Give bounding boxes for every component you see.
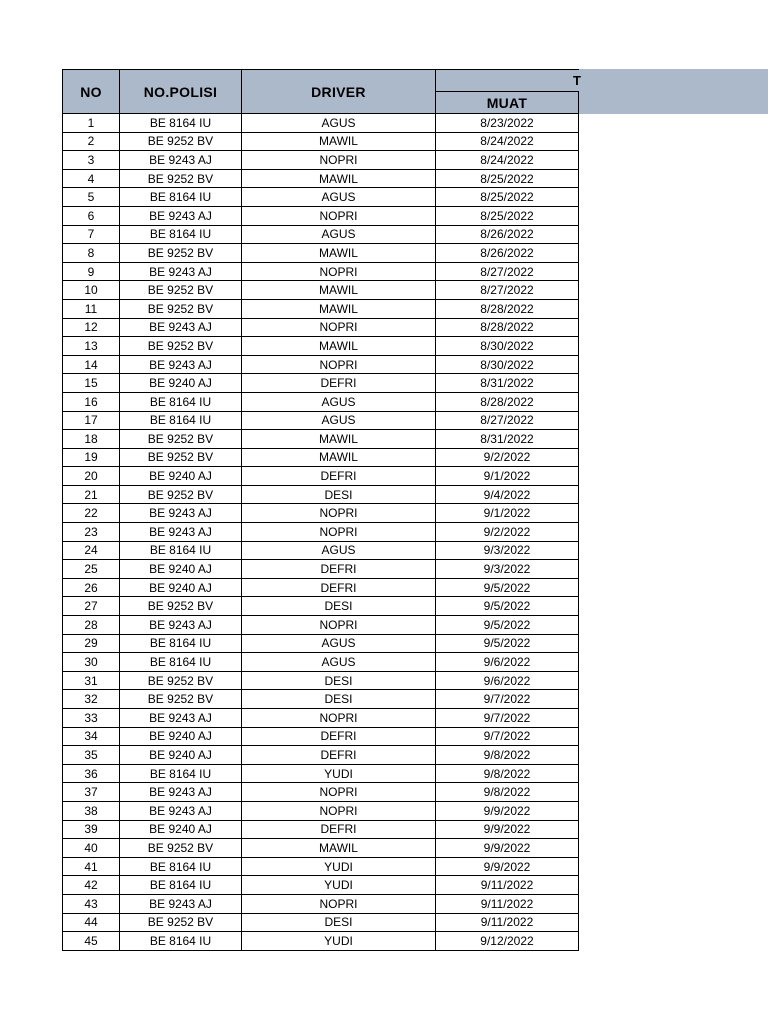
cell-driver: AGUS [242, 412, 436, 431]
cell-no-polisi: BE 8164 IU [120, 876, 242, 895]
cell-no: 16 [62, 393, 120, 412]
cell-no-polisi: BE 9240 AJ [120, 374, 242, 393]
cell-no-polisi: BE 8164 IU [120, 542, 242, 561]
cell-no: 27 [62, 597, 120, 616]
cell-driver: DESI [242, 672, 436, 691]
cell-no: 28 [62, 616, 120, 635]
cell-muat: 9/5/2022 [436, 579, 579, 598]
cell-no-polisi: BE 9252 BV [120, 133, 242, 152]
header-no-polisi: NO.POLISI [119, 69, 242, 114]
table-row [62, 207, 579, 226]
cell-muat: 8/25/2022 [436, 170, 579, 189]
cell-driver: NOPRI [242, 319, 436, 338]
cell-muat: 8/30/2022 [436, 337, 579, 356]
cell-no-polisi: BE 9252 BV [120, 281, 242, 300]
cell-no: 5 [62, 188, 120, 207]
table-row [62, 467, 579, 486]
cell-driver: AGUS [242, 635, 436, 654]
cell-muat: 8/27/2022 [436, 281, 579, 300]
cell-driver: NOPRI [242, 783, 436, 802]
cell-driver: MAWIL [242, 449, 436, 468]
cell-driver: NOPRI [242, 263, 436, 282]
cell-no-polisi: BE 8164 IU [120, 858, 242, 877]
cell-no-polisi: BE 9243 AJ [120, 356, 242, 375]
cell-no-polisi: BE 9252 BV [120, 486, 242, 505]
cell-no: 26 [62, 579, 120, 598]
cell-no-polisi: BE 9243 AJ [120, 783, 242, 802]
cell-no-polisi: BE 8164 IU [120, 635, 242, 654]
cell-no-polisi: BE 8164 IU [120, 226, 242, 245]
cell-no: 1 [62, 114, 120, 133]
cell-muat: 8/28/2022 [436, 300, 579, 319]
header-group-top [435, 69, 579, 92]
cell-no-polisi: BE 9252 BV [120, 839, 242, 858]
table-row [62, 690, 579, 709]
cell-no: 13 [62, 337, 120, 356]
cell-driver: YUDI [242, 876, 436, 895]
cell-muat: 9/9/2022 [436, 858, 579, 877]
table-row [62, 616, 579, 635]
cell-driver: YUDI [242, 765, 436, 784]
cell-no: 11 [62, 300, 120, 319]
cell-no-polisi: BE 8164 IU [120, 412, 242, 431]
cell-driver: YUDI [242, 858, 436, 877]
cell-muat: 9/11/2022 [436, 914, 579, 933]
cell-no: 2 [62, 133, 120, 152]
cell-driver: AGUS [242, 188, 436, 207]
cell-muat: 9/1/2022 [436, 467, 579, 486]
cell-no: 23 [62, 523, 120, 542]
cell-driver: DESI [242, 914, 436, 933]
cell-driver: NOPRI [242, 151, 436, 170]
header-muat: MUAT [435, 91, 579, 114]
cell-no: 18 [62, 430, 120, 449]
cell-muat: 8/25/2022 [436, 188, 579, 207]
cell-driver: DEFRI [242, 821, 436, 840]
cell-no: 3 [62, 151, 120, 170]
cell-driver: AGUS [242, 226, 436, 245]
cell-driver: DEFRI [242, 728, 436, 747]
cell-no-polisi: BE 8164 IU [120, 393, 242, 412]
cell-no: 32 [62, 690, 120, 709]
table-row [62, 263, 579, 282]
header-driver: DRIVER [241, 69, 436, 114]
cell-no: 39 [62, 821, 120, 840]
cell-no: 19 [62, 449, 120, 468]
table-row [62, 430, 579, 449]
cell-no: 30 [62, 653, 120, 672]
cell-muat: 8/25/2022 [436, 207, 579, 226]
table-row [62, 597, 579, 616]
table-row [62, 542, 579, 561]
cell-no-polisi: BE 9252 BV [120, 672, 242, 691]
table-row [62, 114, 579, 133]
table-row [62, 635, 579, 654]
cell-driver: YUDI [242, 932, 436, 951]
cell-driver: MAWIL [242, 839, 436, 858]
cell-no-polisi: BE 9240 AJ [120, 746, 242, 765]
cell-muat: 8/31/2022 [436, 374, 579, 393]
cell-muat: 9/8/2022 [436, 746, 579, 765]
cell-driver: AGUS [242, 653, 436, 672]
cell-muat: 9/5/2022 [436, 616, 579, 635]
table-row [62, 170, 579, 189]
cell-muat: 9/8/2022 [436, 765, 579, 784]
table-row [62, 932, 579, 951]
table-row [62, 895, 579, 914]
table-row [62, 281, 579, 300]
cell-muat: 9/5/2022 [436, 635, 579, 654]
cell-no: 42 [62, 876, 120, 895]
cell-driver: AGUS [242, 393, 436, 412]
table-row [62, 765, 579, 784]
cell-muat: 8/30/2022 [436, 356, 579, 375]
cell-no: 38 [62, 802, 120, 821]
cell-no: 22 [62, 504, 120, 523]
cell-driver: MAWIL [242, 430, 436, 449]
cell-muat: 9/4/2022 [436, 486, 579, 505]
cell-muat: 9/9/2022 [436, 839, 579, 858]
cell-no: 12 [62, 319, 120, 338]
cell-driver: DESI [242, 486, 436, 505]
table-row [62, 709, 579, 728]
cell-muat: 9/6/2022 [436, 672, 579, 691]
cell-no: 7 [62, 226, 120, 245]
table-row [62, 914, 579, 933]
cell-muat: 8/28/2022 [436, 319, 579, 338]
cell-driver: NOPRI [242, 709, 436, 728]
cell-muat: 9/2/2022 [436, 523, 579, 542]
cell-muat: 9/5/2022 [436, 597, 579, 616]
cell-driver: DEFRI [242, 374, 436, 393]
cell-no-polisi: BE 9252 BV [120, 300, 242, 319]
cell-no-polisi: BE 9243 AJ [120, 895, 242, 914]
cell-no: 24 [62, 542, 120, 561]
cell-muat: 8/27/2022 [436, 263, 579, 282]
cell-no-polisi: BE 9240 AJ [120, 560, 242, 579]
table-row [62, 244, 579, 263]
table-row [62, 876, 579, 895]
cell-muat: 8/24/2022 [436, 133, 579, 152]
cell-no-polisi: BE 9243 AJ [120, 319, 242, 338]
cell-driver: DESI [242, 597, 436, 616]
cell-no: 20 [62, 467, 120, 486]
cell-muat: 9/11/2022 [436, 895, 579, 914]
table-row [62, 504, 579, 523]
cell-driver: NOPRI [242, 504, 436, 523]
cell-no: 36 [62, 765, 120, 784]
cell-no-polisi: BE 8164 IU [120, 765, 242, 784]
cell-driver: MAWIL [242, 337, 436, 356]
table-row [62, 226, 579, 245]
table-row [62, 560, 579, 579]
cell-no-polisi: BE 9240 AJ [120, 821, 242, 840]
cell-no-polisi: BE 9243 AJ [120, 802, 242, 821]
table-row [62, 821, 579, 840]
table-row [62, 151, 579, 170]
cell-no: 40 [62, 839, 120, 858]
cell-no: 17 [62, 412, 120, 431]
cell-no: 14 [62, 356, 120, 375]
table-row [62, 858, 579, 877]
table-row [62, 300, 579, 319]
cell-driver: DEFRI [242, 560, 436, 579]
cell-driver: NOPRI [242, 207, 436, 226]
cell-driver: NOPRI [242, 895, 436, 914]
cell-no: 8 [62, 244, 120, 263]
cell-no-polisi: BE 9252 BV [120, 449, 242, 468]
table-row [62, 133, 579, 152]
cell-muat: 8/26/2022 [436, 226, 579, 245]
cell-no-polisi: BE 9240 AJ [120, 579, 242, 598]
cell-no-polisi: BE 8164 IU [120, 932, 242, 951]
table-row [62, 486, 579, 505]
cell-muat: 8/24/2022 [436, 151, 579, 170]
cell-driver: DESI [242, 690, 436, 709]
table-row [62, 728, 579, 747]
cell-no-polisi: BE 9243 AJ [120, 616, 242, 635]
cell-muat: 8/27/2022 [436, 412, 579, 431]
table-row [62, 319, 579, 338]
cell-muat: 8/23/2022 [436, 114, 579, 133]
table-row [62, 449, 579, 468]
cell-driver: MAWIL [242, 244, 436, 263]
cell-no: 34 [62, 728, 120, 747]
cell-no-polisi: BE 9243 AJ [120, 523, 242, 542]
cell-no-polisi: BE 8164 IU [120, 653, 242, 672]
cell-no: 43 [62, 895, 120, 914]
cell-no-polisi: BE 9243 AJ [120, 207, 242, 226]
cell-muat: 9/7/2022 [436, 709, 579, 728]
cell-no: 6 [62, 207, 120, 226]
cell-no-polisi: BE 9243 AJ [120, 151, 242, 170]
cell-driver: AGUS [242, 542, 436, 561]
cell-muat: 9/9/2022 [436, 821, 579, 840]
cell-driver: NOPRI [242, 523, 436, 542]
cell-no: 29 [62, 635, 120, 654]
cell-no-polisi: BE 9252 BV [120, 337, 242, 356]
table-row [62, 374, 579, 393]
header-group-top-label: T [573, 73, 581, 88]
table-row [62, 802, 579, 821]
table-row [62, 412, 579, 431]
table-row [62, 356, 579, 375]
cell-no: 10 [62, 281, 120, 300]
cell-no-polisi: BE 9243 AJ [120, 504, 242, 523]
cell-driver: AGUS [242, 114, 436, 133]
table-row [62, 783, 579, 802]
cell-no: 41 [62, 858, 120, 877]
cell-no-polisi: BE 9243 AJ [120, 709, 242, 728]
cell-no-polisi: BE 9252 BV [120, 914, 242, 933]
cell-muat: 9/12/2022 [436, 932, 579, 951]
cell-muat: 9/11/2022 [436, 876, 579, 895]
table-row [62, 337, 579, 356]
cell-driver: DEFRI [242, 467, 436, 486]
cell-driver: MAWIL [242, 300, 436, 319]
cell-muat: 9/3/2022 [436, 542, 579, 561]
cell-no-polisi: BE 9252 BV [120, 597, 242, 616]
cell-driver: DEFRI [242, 579, 436, 598]
cell-no: 9 [62, 263, 120, 282]
cell-no: 35 [62, 746, 120, 765]
cell-driver: NOPRI [242, 802, 436, 821]
cell-no-polisi: BE 8164 IU [120, 114, 242, 133]
cell-muat: 9/8/2022 [436, 783, 579, 802]
cell-driver: NOPRI [242, 616, 436, 635]
cell-muat: 9/6/2022 [436, 653, 579, 672]
cell-driver: MAWIL [242, 281, 436, 300]
cell-muat: 8/28/2022 [436, 393, 579, 412]
cell-no: 44 [62, 914, 120, 933]
cell-muat: 9/7/2022 [436, 728, 579, 747]
cell-no: 33 [62, 709, 120, 728]
cell-no-polisi: BE 9252 BV [120, 690, 242, 709]
cell-no-polisi: BE 9252 BV [120, 170, 242, 189]
cell-no: 25 [62, 560, 120, 579]
cell-no: 31 [62, 672, 120, 691]
cell-driver: MAWIL [242, 170, 436, 189]
table-row [62, 523, 579, 542]
cell-muat: 9/7/2022 [436, 690, 579, 709]
cell-driver: MAWIL [242, 133, 436, 152]
cell-muat: 8/26/2022 [436, 244, 579, 263]
cell-no: 15 [62, 374, 120, 393]
cell-no-polisi: BE 9240 AJ [120, 467, 242, 486]
header-no: NO [62, 69, 120, 114]
cell-no: 21 [62, 486, 120, 505]
table-row [62, 746, 579, 765]
cell-no: 37 [62, 783, 120, 802]
cell-muat: 8/31/2022 [436, 430, 579, 449]
cell-no-polisi: BE 9252 BV [120, 430, 242, 449]
cell-muat: 9/2/2022 [436, 449, 579, 468]
table-row [62, 393, 579, 412]
table-body [62, 114, 579, 951]
cell-driver: DEFRI [242, 746, 436, 765]
cell-no-polisi: BE 9243 AJ [120, 263, 242, 282]
cell-muat: 9/1/2022 [436, 504, 579, 523]
table-row [62, 672, 579, 691]
cell-no: 45 [62, 932, 120, 951]
cell-muat: 9/9/2022 [436, 802, 579, 821]
table-row [62, 653, 579, 672]
table-row [62, 188, 579, 207]
cell-driver: NOPRI [242, 356, 436, 375]
cell-no-polisi: BE 8164 IU [120, 188, 242, 207]
table-row [62, 839, 579, 858]
cell-no: 4 [62, 170, 120, 189]
cell-muat: 9/3/2022 [436, 560, 579, 579]
table-row [62, 579, 579, 598]
cell-no-polisi: BE 9252 BV [120, 244, 242, 263]
cell-no-polisi: BE 9240 AJ [120, 728, 242, 747]
